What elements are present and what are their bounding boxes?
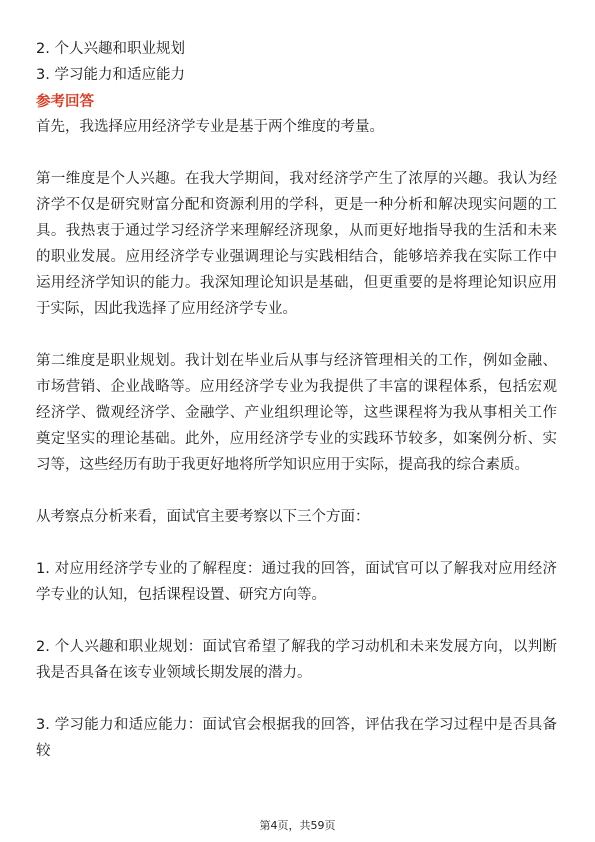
paragraph-career: 第二维度是职业规划。我计划在毕业后从事与经济管理相关的工作，例如金融、市场营销、企业战略等。应用经济学专业为我提供了丰富的课程体系，包括宏观经济学、微观经济学、金融学、产业组织理论等，这些课程将为我从事相关工作奠定坚实的理论基础。此外，应用经济学专业的实践环节较多，如案例分析、实习等，这些经历有助于我更好地将所学知识应用于实际，提高我的综合素质。	[36, 353, 557, 473]
paragraph-intro: 首先，我选择应用经济学专业是基于两个维度的考量。	[36, 119, 384, 135]
section-heading: 参考回答	[36, 94, 94, 110]
paragraph-point-2: 2. 个人兴趣和职业规划：面试官希望了解我的学习动机和未来发展方向，以判断我是否具备在该专业领域长期发展的潜力。	[36, 639, 557, 681]
page-number: 第4页，共59页	[259, 819, 336, 832]
paragraph-analysis-intro: 从考察点分析来看，面试官主要考察以下三个方面：	[36, 509, 370, 525]
paragraph-point-1: 1. 对应用经济学专业的了解程度：通过我的回答，面试官可以了解我对应用经济学专业的认知，包括课程设置、研究方向等。	[36, 561, 557, 603]
list-item: 3. 学习能力和适应能力	[36, 67, 185, 83]
list-item: 2. 个人兴趣和职业规划	[36, 41, 185, 57]
paragraph-point-3: 3. 学习能力和适应能力：面试官会根据我的回答，评估我在学习过程中是否具备较	[36, 717, 557, 759]
paragraph-interest: 第一维度是个人兴趣。在我大学期间，我对经济学产生了浓厚的兴趣。我认为经济学不仅是研究财富分配和资源利用的学科，更是一种分析和解决现实问题的工具。我热衷于通过学习经济学来理解经济现象，从而更好地指导我的生活和未来的职业发展。应用经济学专业强调理论与实践相结合，能够培养我在实际工作中运用经济学知识的能力。我深知理论知识是基础，但更重要的是将理论知识应用于实际，因此我选择了应用经济学专业。	[36, 171, 557, 317]
